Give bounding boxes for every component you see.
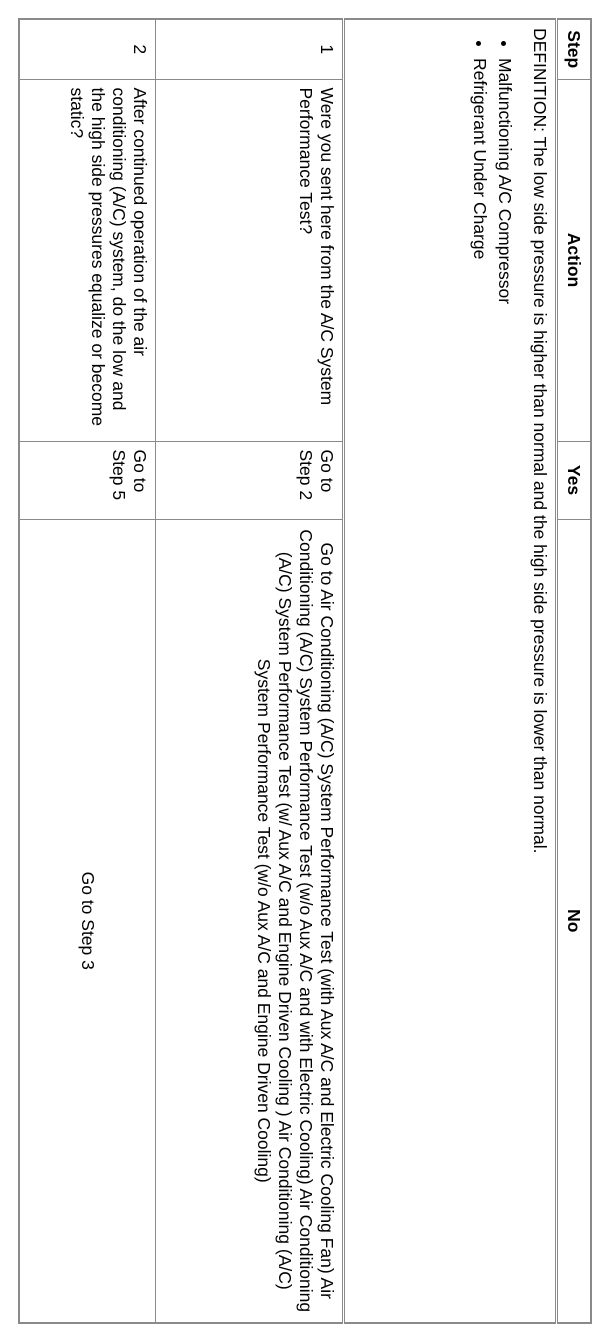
header-action: Action xyxy=(556,79,591,441)
bullet-item: • Malfunctioning A/C Compressor xyxy=(494,58,515,1314)
action-text: After continued operation of the air conditioning (A/C) system, do the low and the high side pressures equalize or become static? xyxy=(19,79,156,441)
step-number: 2 xyxy=(19,19,156,79)
table-row xyxy=(19,19,156,1323)
header-no: No xyxy=(556,519,591,1323)
definition-row xyxy=(344,19,556,1323)
action-text: Were you sent here from the A/C System Performance Test? xyxy=(156,79,344,441)
no-cell: Go to Air Conditioning (A/C) System Performance Test (with Aux A/C and Electric Cooling Fan) Air Conditioning (A/C) System Performance Test (w/o Aux A/C and with Electric Cooling) Air Conditioning (A/C) System Performance Test (w/ Aux A/C and Engine Driven Cooling ) Air Conditioning (A/C) System Performance Test (w/o Aux A/C and Engine Driven Cooling) xyxy=(156,519,344,1323)
header-step: Step xyxy=(556,19,591,79)
header-yes: Yes xyxy=(556,441,591,519)
no-cell: Go to Step 3 xyxy=(19,519,156,1323)
header-row xyxy=(556,19,591,1323)
definition-bullets xyxy=(469,28,515,1314)
yes-cell: Go to Step 2 xyxy=(156,441,344,519)
bullet-item: • Refrigerant Under Charge xyxy=(469,58,490,1314)
definition-cell xyxy=(344,19,556,1323)
diagnostic-table xyxy=(18,18,592,1324)
step-number: 1 xyxy=(156,19,344,79)
definition-text: DEFINITION: The low side pressure is higher than normal and the high side pressure is lower than normal. xyxy=(529,28,550,854)
table-row xyxy=(156,19,344,1323)
yes-cell: Go to Step 5 xyxy=(19,441,156,519)
